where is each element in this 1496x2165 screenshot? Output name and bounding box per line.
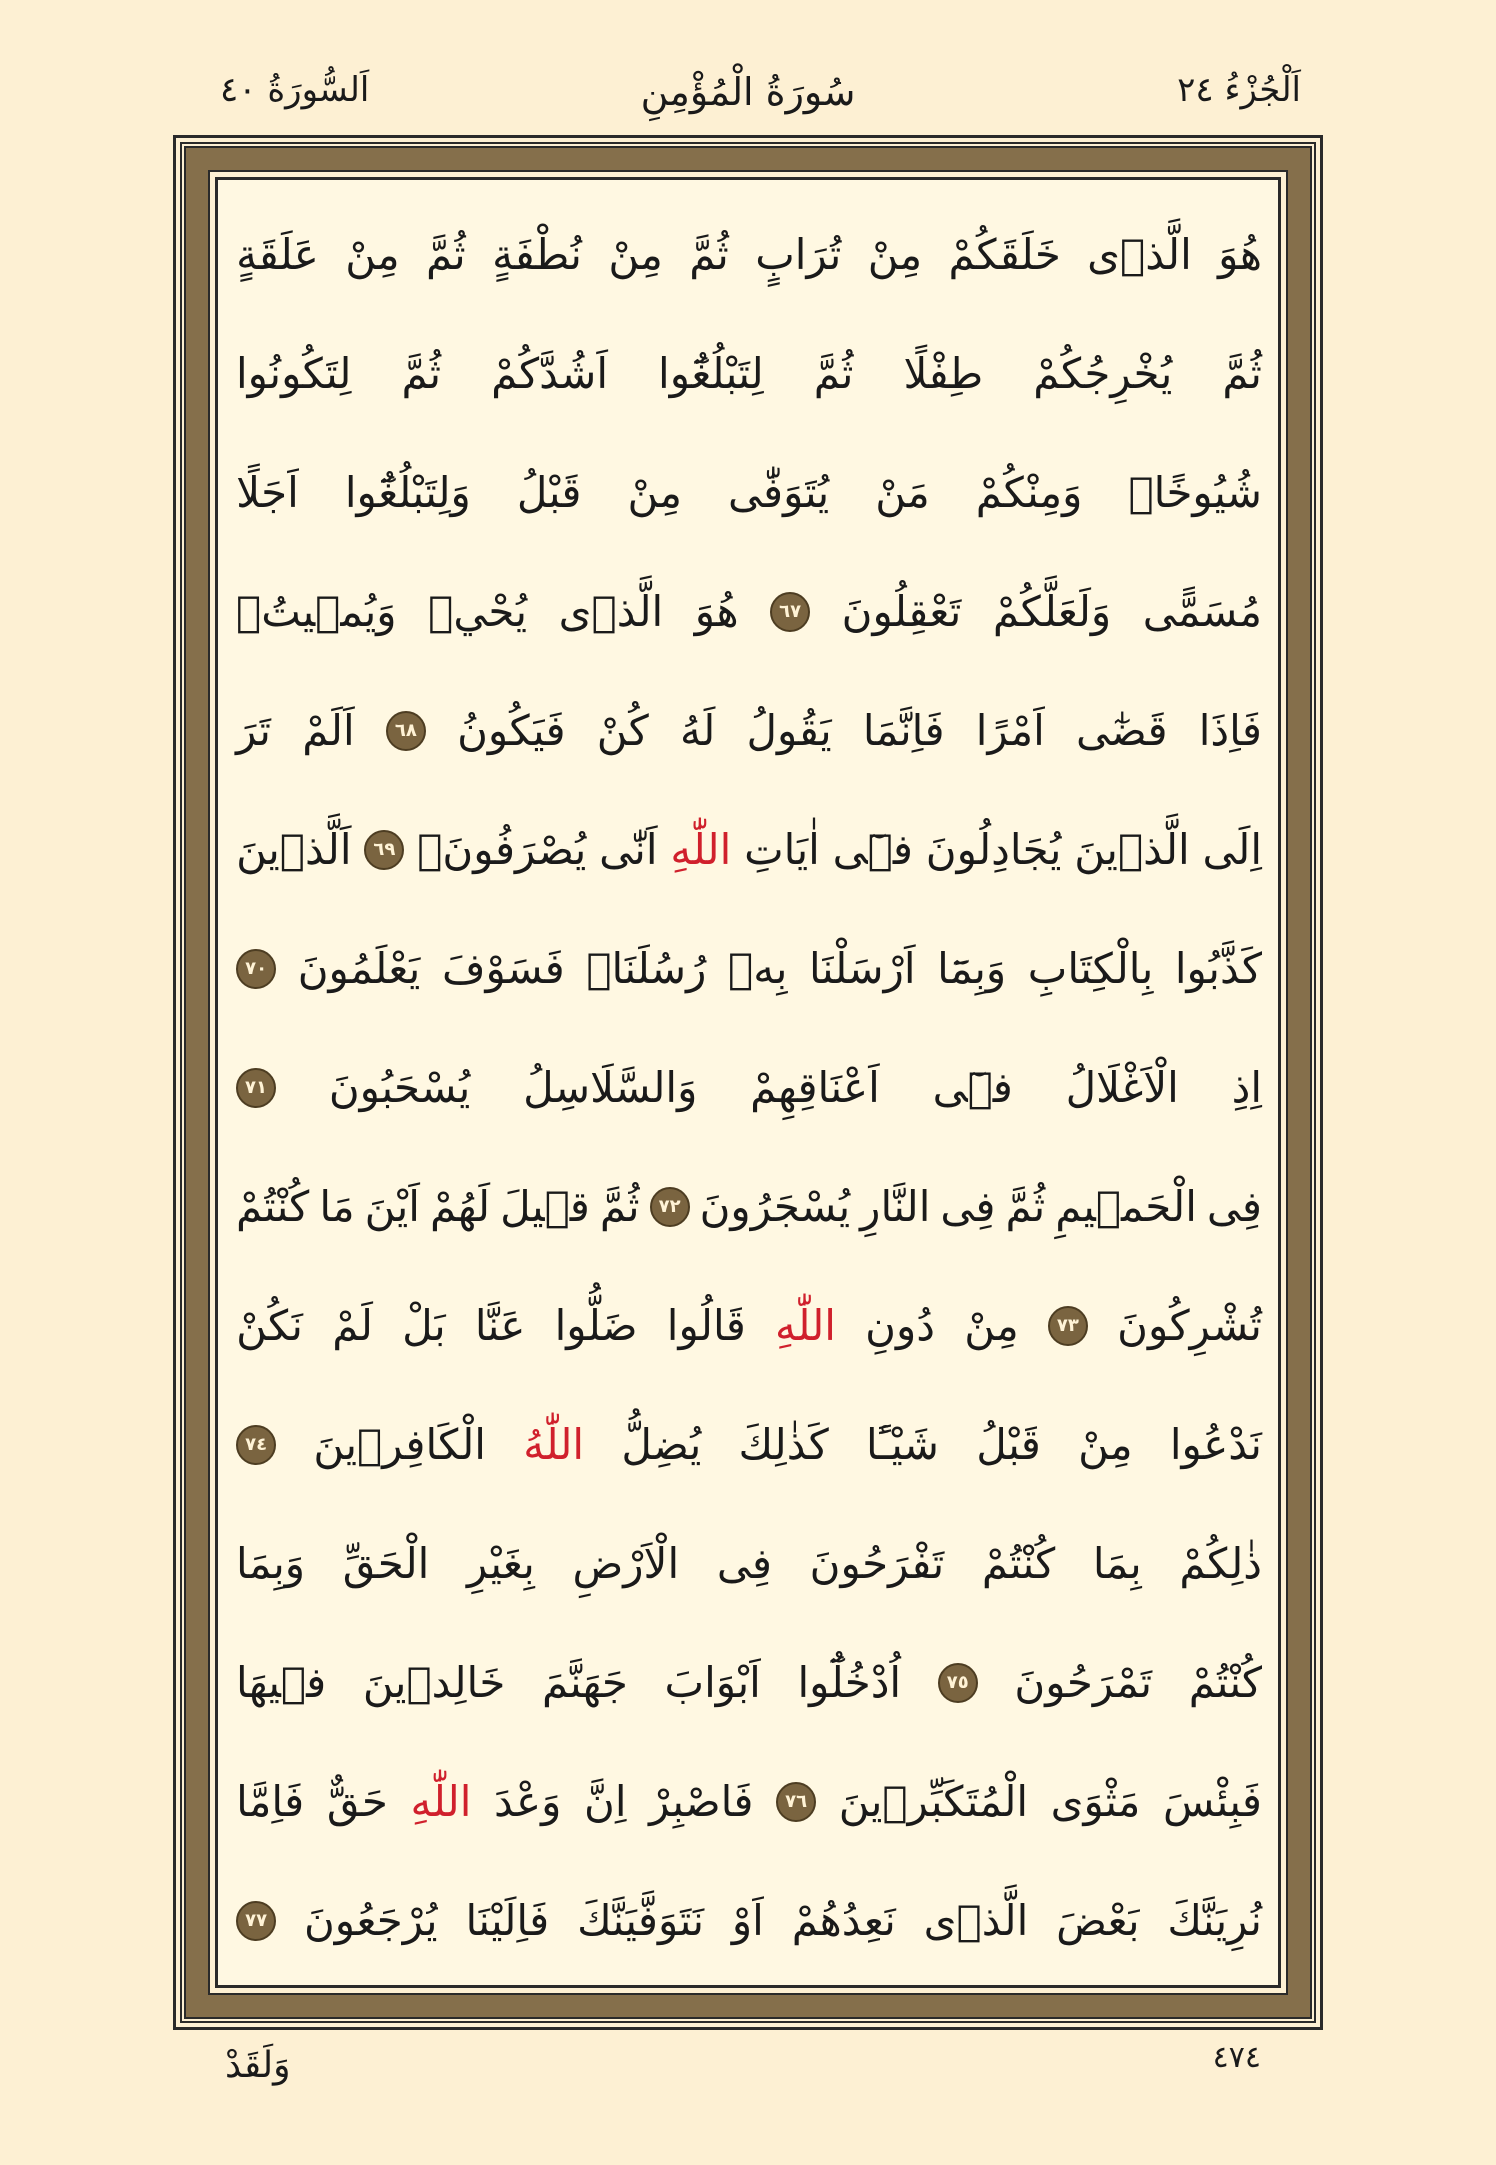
word: نَكُنْ: [236, 1301, 303, 1350]
text-line: [236, 1266, 1262, 1385]
word: ثُمَّ: [813, 349, 854, 398]
divine-name-word: اللّٰهِ: [775, 1301, 836, 1350]
word: اِلَى: [1202, 825, 1262, 874]
word: يُسْجَرُونَ: [699, 1182, 851, 1231]
word: حَقٌّ: [326, 1777, 388, 1826]
word: النَّارِ: [860, 1182, 931, 1231]
word: اَرْسَلْنَا: [809, 944, 916, 993]
word: قَبْلُ: [516, 468, 582, 517]
word: كَذٰلِكَ: [738, 1420, 829, 1469]
word: ثُمَّ: [1005, 1182, 1046, 1231]
word: فٖيهَا: [236, 1658, 327, 1707]
word: فَاِذَا: [1198, 706, 1262, 755]
ayah-marker: ٦٩: [364, 830, 404, 870]
word: بِهٖ: [728, 944, 788, 993]
word: يَعْلَمُونَ: [297, 944, 421, 993]
word: خَالِدٖينَ: [362, 1658, 506, 1707]
word: مِنْ: [345, 230, 400, 279]
word: ثُمَّ: [689, 230, 729, 279]
text-line: [236, 1861, 1262, 1980]
word: ثُمَّ: [599, 1182, 640, 1231]
word: الْحَقِّ: [342, 1539, 430, 1588]
word: تَعْقِلُونَ: [841, 587, 962, 636]
text-line: [236, 909, 1262, 1028]
word: فَبِئْسَ: [1163, 1777, 1262, 1826]
ayah-marker: ٧١: [236, 1068, 276, 1108]
word: يُسْحَبُونَ: [328, 1063, 471, 1112]
text-line: [236, 1623, 1262, 1742]
word: فَسَوْفَ: [441, 944, 565, 993]
word: تُرَابٍ: [755, 230, 842, 279]
text-line: [236, 1147, 1262, 1266]
word: اِنَّ: [583, 1777, 627, 1826]
word: الْكَافِرٖينَ: [313, 1420, 486, 1469]
word: مَا: [319, 1182, 355, 1231]
word: اَجَلًا: [236, 468, 299, 517]
word: اَعْنَاقِهِمْ: [750, 1063, 880, 1112]
word: اَيْنَ: [364, 1182, 420, 1231]
word: فٖٓى: [932, 1063, 1013, 1112]
ayah-marker: ٦٨: [386, 711, 426, 751]
word: وَلَعَلَّكُمْ: [992, 587, 1112, 636]
divine-name-word: اللّٰهِ: [410, 1777, 472, 1826]
word: هُوَ: [694, 587, 739, 636]
word: عَلَقَةٍ: [236, 230, 319, 279]
word: فَاِمَّا: [236, 1777, 305, 1826]
word: كُنْتُمْ: [236, 1182, 310, 1231]
word: نُرِيَنَّكَ: [1167, 1896, 1262, 1945]
word: ثُمَّ: [1222, 349, 1262, 398]
word: ثُمَّ: [401, 349, 442, 398]
word: الْحَمٖيمِ: [1055, 1182, 1197, 1231]
divine-name-word: اللّٰهُ: [523, 1420, 585, 1469]
word: فَيَكُونُ: [457, 706, 566, 755]
word: فَاصْبِرْ: [649, 1777, 754, 1826]
word: وَبِمَٓا: [937, 944, 1007, 993]
text-line: [236, 1028, 1262, 1147]
word: وَعْدَ: [493, 1777, 562, 1826]
text-line: [236, 1504, 1262, 1623]
word: وَمِنْكُمْ: [975, 468, 1083, 517]
word: لَهُ: [679, 706, 716, 755]
word: لِتَبْلُغُٓوا: [658, 349, 764, 398]
ayah-marker: ٧٣: [1048, 1306, 1088, 1346]
word: الَّذٖى: [1087, 230, 1192, 279]
word: فِى: [940, 1182, 996, 1231]
text-line: [236, 314, 1262, 433]
word: الَّذٖى: [558, 587, 664, 636]
word: مُسَمًّى: [1142, 587, 1262, 636]
word: الَّذٖينَ: [1074, 825, 1190, 874]
word: يَقُولُ: [746, 706, 832, 755]
word: نَتَوَفَّيَنَّكَ: [577, 1896, 705, 1945]
word: قَالُوا: [666, 1301, 746, 1350]
ayah-marker: ٧٦: [776, 1782, 816, 1822]
word: اَلَّذٖينَ: [236, 825, 352, 874]
ayah-marker: ٧٠: [236, 949, 276, 989]
word: فِى: [716, 1539, 772, 1588]
word: فَاِلَيْنَا: [465, 1896, 550, 1945]
text-line: [236, 671, 1262, 790]
word: بَعْضَ: [1056, 1896, 1140, 1945]
word: يُضِلُّ: [621, 1420, 702, 1469]
word: الْاَغْلَالُ: [1065, 1063, 1179, 1112]
page-number: ٤٧٤: [1212, 2040, 1261, 2075]
word: نَعِدُهُمْ: [791, 1896, 896, 1945]
word: تَفْرَحُونَ: [809, 1539, 945, 1588]
word: وَالسَّلَاسِلُ: [523, 1063, 698, 1112]
ayah-marker: ٧٧: [236, 1901, 276, 1941]
word: وَبِمَا: [236, 1539, 306, 1588]
word: تَمْرَحُونَ: [1014, 1658, 1153, 1707]
ayah-marker: ٧٤: [236, 1425, 276, 1465]
word: بَلْ: [402, 1301, 446, 1350]
word: مَثْوَى: [1050, 1777, 1141, 1826]
word: وَلِتَبْلُغُٓوا: [344, 468, 471, 517]
word: اَلَمْ: [302, 706, 355, 755]
word: نَدْعُوا: [1169, 1420, 1262, 1469]
ayah-marker: ٧٥: [938, 1663, 978, 1703]
word: قَبْلُ: [976, 1420, 1041, 1469]
surah-title: سُورَةُ الْمُؤْمِنِ: [640, 70, 856, 114]
word: يُتَوَفّٰى: [728, 468, 830, 517]
text-line: [236, 1742, 1262, 1861]
word: مِنْ: [627, 468, 682, 517]
word: يُحْيٖ: [428, 587, 528, 636]
word: كَذَّبُوا: [1174, 944, 1262, 993]
word: مِنْ: [964, 1301, 1019, 1350]
word: لِتَكُونُوا: [236, 349, 352, 398]
word: هُوَ: [1218, 230, 1262, 279]
word: كُنْتُمْ: [1188, 1658, 1262, 1707]
word: اَنّٰى: [599, 825, 658, 874]
juz-label: اَلْجُزْءُ ٢٤: [1177, 70, 1301, 110]
text-line: [236, 195, 1262, 314]
word: مَنْ: [875, 468, 930, 517]
word: مِنْ: [608, 230, 663, 279]
word: مِنْ: [1078, 1420, 1133, 1469]
ayah-marker: ٧٢: [650, 1187, 690, 1227]
word: فٖٓى: [832, 825, 913, 874]
word: اَبْوَابَ: [664, 1658, 761, 1707]
word: مِنْ: [867, 230, 923, 279]
word: الْاَرْضِ: [572, 1539, 680, 1588]
word: خَلَقَكُمْ: [948, 230, 1061, 279]
word: اٰيَاتِ: [744, 825, 820, 874]
catchword: وَلَقَدْ: [225, 2045, 291, 2086]
word: لَهُمْ: [429, 1182, 491, 1231]
word: يُخْرِجُكُمْ: [1033, 349, 1173, 398]
divine-name-word: اللّٰهِ: [670, 825, 732, 874]
word: بِالْكِتَابِ: [1027, 944, 1154, 993]
word: قَضٰٓى: [1076, 706, 1168, 755]
word: نُطْفَةٍ: [492, 230, 582, 279]
word: بِمَا: [1092, 1539, 1142, 1588]
word: كُنْ: [596, 706, 649, 755]
word: الْمُتَكَبِّرٖينَ: [838, 1777, 1029, 1826]
word: عَنَّا: [474, 1301, 526, 1350]
word: ذٰلِكُمْ: [1179, 1539, 1262, 1588]
word: كُنْتُمْ: [981, 1539, 1056, 1588]
quran-text: [236, 195, 1262, 1980]
text-line: [236, 1385, 1262, 1504]
word: ثُمَّ: [426, 230, 466, 279]
text-line: [236, 790, 1262, 909]
text-line: [236, 433, 1262, 552]
word: ضَلُّوا: [554, 1301, 638, 1350]
word: يُصْرَفُونَۚ: [417, 825, 587, 874]
word: اِذِ: [1231, 1063, 1262, 1112]
word: اُدْخُلُٓوا: [797, 1658, 902, 1707]
word: يُرْجَعُونَ: [303, 1896, 438, 1945]
word: اَوْ: [731, 1896, 764, 1945]
word: قٖيلَ: [500, 1182, 590, 1231]
word: طِفْلًا: [903, 349, 984, 398]
word: يُجَادِلُونَ: [925, 825, 1062, 874]
word: شُيُوخًاۚ: [1128, 468, 1262, 517]
word: رُسُلَنَاۚ: [586, 944, 707, 993]
word: فَاِنَّمَا: [862, 706, 945, 755]
ayah-marker: ٦٧: [770, 592, 810, 632]
word: جَهَنَّمَ: [541, 1658, 628, 1707]
word: فِى: [1206, 1182, 1262, 1231]
word: بِغَيْرِ: [467, 1539, 535, 1588]
word: اَمْرًا: [975, 706, 1045, 755]
word: لَمْ: [332, 1301, 373, 1350]
text-line: [236, 552, 1262, 671]
word: اَشُدَّكُمْ: [491, 349, 609, 398]
word: وَيُمٖيتُۚ: [236, 587, 397, 636]
word: تُشْرِكُونَ: [1117, 1301, 1262, 1350]
word: دُونِ: [865, 1301, 935, 1350]
word: تَرَ: [236, 706, 271, 755]
word: الَّذٖى: [923, 1896, 1029, 1945]
word: شَيْـًٔا: [866, 1420, 939, 1469]
surah-number-label: اَلسُّورَةُ ٤٠: [220, 70, 370, 110]
